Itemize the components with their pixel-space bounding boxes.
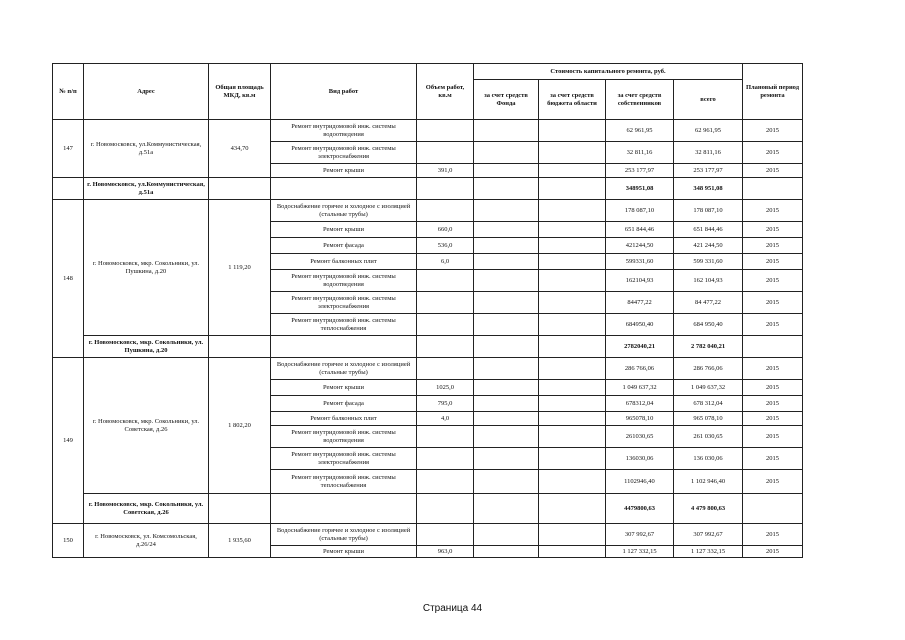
subtotal-period — [743, 494, 803, 524]
row-fund — [474, 426, 539, 448]
subtotal-period — [743, 178, 803, 200]
subtotal-total: 348 951,08 — [674, 178, 743, 200]
row-fund — [474, 448, 539, 470]
table-row — [53, 524, 803, 546]
subtotal-own: 348951,08 — [606, 178, 674, 200]
row-work: Водоснабжение горячее и холодное с изоляцией (стальные трубы) — [271, 524, 417, 546]
row-total: 599 331,60 — [674, 254, 743, 270]
row-period: 2015 — [743, 142, 803, 164]
row-own: 136030,06 — [606, 448, 674, 470]
row-total: 136 030,06 — [674, 448, 743, 470]
row-region — [539, 142, 606, 164]
row-num: 148 — [53, 200, 84, 358]
row-own: 684950,40 — [606, 314, 674, 336]
header-work: Вид работ — [271, 64, 417, 120]
table-row — [53, 200, 803, 222]
header-own: за счет средств собственников — [606, 80, 674, 120]
page-number: Страница 44 — [422, 603, 483, 614]
subtotal-work — [271, 494, 417, 524]
row-fund — [474, 524, 539, 546]
row-period: 2015 — [743, 396, 803, 412]
subtotal-area — [209, 494, 271, 524]
row-volume: 963,0 — [417, 546, 474, 558]
row-fund — [474, 470, 539, 494]
row-own: 253 177,97 — [606, 164, 674, 178]
subtotal-address: г. Новомосковск, ул.Коммунистическая, д.51а — [84, 178, 209, 200]
row-region — [539, 380, 606, 396]
row-fund — [474, 358, 539, 380]
row-work: Ремонт балконных плит — [271, 254, 417, 270]
capital-repair-table — [52, 63, 803, 558]
row-volume: 536,0 — [417, 238, 474, 254]
row-own: 84477,22 — [606, 292, 674, 314]
subtotal-period — [743, 336, 803, 358]
row-fund — [474, 238, 539, 254]
row-total: 253 177,97 — [674, 164, 743, 178]
row-volume — [417, 120, 474, 142]
header-total: всего — [674, 80, 743, 120]
row-region — [539, 238, 606, 254]
row-region — [539, 200, 606, 222]
row-total: 307 992,67 — [674, 524, 743, 546]
row-volume: 6,0 — [417, 254, 474, 270]
row-region — [539, 164, 606, 178]
row-work: Ремонт крыши — [271, 380, 417, 396]
row-region — [539, 426, 606, 448]
row-own: 32 811,16 — [606, 142, 674, 164]
row-volume — [417, 426, 474, 448]
row-address: г. Новомосковск, ул. Комсомольская, д.26/24 — [84, 524, 209, 558]
header-fund: за счет средств Фонда — [474, 80, 539, 120]
row-fund — [474, 380, 539, 396]
subtotal-total: 4 479 800,63 — [674, 494, 743, 524]
subtotal-own: 4479800,63 — [606, 494, 674, 524]
row-own: 678312,04 — [606, 396, 674, 412]
row-total: 1 102 946,40 — [674, 470, 743, 494]
subtotal-row — [53, 178, 803, 200]
subtotal-address: г. Новомосковск, мкр. Сокольники, ул. Советская, д.26 — [84, 494, 209, 524]
row-area: 434,70 — [209, 120, 271, 178]
row-total: 62 961,95 — [674, 120, 743, 142]
row-work: Ремонт внутридомовой инж. системы электроснабжения — [271, 142, 417, 164]
subtotal-region — [539, 336, 606, 358]
header-volume: Объем работ, кв.м — [417, 64, 474, 120]
header-num: № п/п — [53, 64, 84, 120]
row-total: 32 811,16 — [674, 142, 743, 164]
row-own: 965078,10 — [606, 412, 674, 426]
row-own: 1102946,40 — [606, 470, 674, 494]
row-fund — [474, 270, 539, 292]
row-own: 62 961,95 — [606, 120, 674, 142]
row-volume — [417, 292, 474, 314]
row-volume: 391,0 — [417, 164, 474, 178]
row-period: 2015 — [743, 426, 803, 448]
row-volume — [417, 142, 474, 164]
subtotal-address: г. Новомосковск, мкр. Сокольники, ул. Пушкина, д.20 — [84, 336, 209, 358]
row-region — [539, 314, 606, 336]
subtotal-volume — [417, 178, 474, 200]
subtotal-work — [271, 336, 417, 358]
row-fund — [474, 396, 539, 412]
subtotal-work — [271, 178, 417, 200]
table-row — [53, 358, 803, 380]
row-own: 286 766,06 — [606, 358, 674, 380]
row-period: 2015 — [743, 358, 803, 380]
row-fund — [474, 412, 539, 426]
table-body — [53, 120, 803, 558]
row-work: Ремонт внутридомовой инж. системы теплоснабжения — [271, 314, 417, 336]
row-period: 2015 — [743, 164, 803, 178]
row-volume — [417, 524, 474, 546]
row-total: 651 844,46 — [674, 222, 743, 238]
row-total: 261 030,65 — [674, 426, 743, 448]
row-fund — [474, 546, 539, 558]
row-fund — [474, 200, 539, 222]
row-work: Ремонт фасада — [271, 396, 417, 412]
row-area: 1 802,20 — [209, 358, 271, 494]
row-own: 1 049 637,32 — [606, 380, 674, 396]
row-total: 678 312,04 — [674, 396, 743, 412]
row-area: 1 119,20 — [209, 200, 271, 336]
row-work: Ремонт балконных плит — [271, 412, 417, 426]
row-total: 965 078,10 — [674, 412, 743, 426]
row-work: Ремонт крыши — [271, 164, 417, 178]
row-total: 684 950,40 — [674, 314, 743, 336]
row-own: 261030,65 — [606, 426, 674, 448]
table-row — [53, 120, 803, 142]
row-period: 2015 — [743, 292, 803, 314]
row-region — [539, 546, 606, 558]
row-fund — [474, 164, 539, 178]
row-region — [539, 222, 606, 238]
row-work: Водоснабжение горячее и холодное с изоляцией (стальные трубы) — [271, 200, 417, 222]
subtotal-volume — [417, 336, 474, 358]
row-period: 2015 — [743, 524, 803, 546]
row-total: 1 049 637,32 — [674, 380, 743, 396]
row-region — [539, 396, 606, 412]
subtotal-row — [53, 494, 803, 524]
row-region — [539, 412, 606, 426]
row-fund — [474, 142, 539, 164]
row-work: Ремонт внутридомовой инж. системы водоотведения — [271, 426, 417, 448]
row-work: Ремонт внутридомовой инж. системы электроснабжения — [271, 292, 417, 314]
row-period: 2015 — [743, 546, 803, 558]
row-own: 599331,60 — [606, 254, 674, 270]
table-header — [53, 64, 803, 120]
header-period: Плановый период ремонта — [743, 64, 803, 120]
subtotal-area — [209, 178, 271, 200]
row-work: Ремонт внутридомовой инж. системы водоотведения — [271, 270, 417, 292]
row-region — [539, 292, 606, 314]
row-total: 286 766,06 — [674, 358, 743, 380]
row-total: 1 127 332,15 — [674, 546, 743, 558]
subtotal-fund — [474, 178, 539, 200]
row-period: 2015 — [743, 380, 803, 396]
header-address: Адрес — [84, 64, 209, 120]
header-area: Общая площадь МКД, кв.м — [209, 64, 271, 120]
row-total: 178 087,10 — [674, 200, 743, 222]
row-own: 421244,50 — [606, 238, 674, 254]
row-volume: 1025,0 — [417, 380, 474, 396]
row-total: 162 104,93 — [674, 270, 743, 292]
row-volume — [417, 358, 474, 380]
row-region — [539, 358, 606, 380]
subtotal-fund — [474, 494, 539, 524]
row-period: 2015 — [743, 470, 803, 494]
row-period: 2015 — [743, 254, 803, 270]
row-work: Ремонт внутридомовой инж. системы водоотведения — [271, 120, 417, 142]
row-fund — [474, 120, 539, 142]
row-num: 150 — [53, 524, 84, 558]
row-work: Ремонт внутридомовой инж. системы теплоснабжения — [271, 470, 417, 494]
row-fund — [474, 314, 539, 336]
row-volume: 660,0 — [417, 222, 474, 238]
row-region — [539, 120, 606, 142]
row-area: 1 935,60 — [209, 524, 271, 558]
row-volume — [417, 314, 474, 336]
row-volume — [417, 470, 474, 494]
row-period: 2015 — [743, 238, 803, 254]
row-work: Ремонт фасада — [271, 238, 417, 254]
row-period: 2015 — [743, 120, 803, 142]
row-region — [539, 470, 606, 494]
row-volume — [417, 270, 474, 292]
row-own: 178 087,10 — [606, 200, 674, 222]
row-own: 1 127 332,15 — [606, 546, 674, 558]
row-work: Ремонт крыши — [271, 546, 417, 558]
subtotal-own: 2782040,21 — [606, 336, 674, 358]
row-volume: 795,0 — [417, 396, 474, 412]
row-own: 651 844,46 — [606, 222, 674, 238]
header-cost-group: Стоимость капитального ремонта, руб. — [474, 64, 743, 80]
row-fund — [474, 254, 539, 270]
row-address: г. Новомосковск, мкр. Сокольники, ул. Советская, д.26 — [84, 358, 209, 494]
subtotal-region — [539, 494, 606, 524]
row-region — [539, 524, 606, 546]
row-period: 2015 — [743, 200, 803, 222]
row-fund — [474, 222, 539, 238]
row-fund — [474, 292, 539, 314]
row-num: 147 — [53, 120, 84, 178]
row-period: 2015 — [743, 412, 803, 426]
subtotal-region — [539, 178, 606, 200]
subtotal-fund — [474, 336, 539, 358]
row-own: 307 992,67 — [606, 524, 674, 546]
subtotal-area — [209, 336, 271, 358]
row-address: г. Новомосковск, мкр. Сокольники, ул. Пушкина, д.20 — [84, 200, 209, 336]
row-work: Водоснабжение горячее и холодное с изоляцией (стальные трубы) — [271, 358, 417, 380]
subtotal-total: 2 782 040,21 — [674, 336, 743, 358]
row-total: 421 244,50 — [674, 238, 743, 254]
row-period: 2015 — [743, 448, 803, 470]
subtotal-volume — [417, 494, 474, 524]
row-period: 2015 — [743, 314, 803, 336]
row-volume — [417, 200, 474, 222]
row-period: 2015 — [743, 270, 803, 292]
row-region — [539, 270, 606, 292]
row-period: 2015 — [743, 222, 803, 238]
row-work: Ремонт крыши — [271, 222, 417, 238]
row-volume — [417, 448, 474, 470]
row-region — [539, 254, 606, 270]
row-total: 84 477,22 — [674, 292, 743, 314]
row-num: 149 — [53, 358, 84, 524]
row-work: Ремонт внутридомовой инж. системы электроснабжения — [271, 448, 417, 470]
row-own: 162104,93 — [606, 270, 674, 292]
row-address: г. Новомосковск, ул.Коммунистическая, д.51а — [84, 120, 209, 178]
header-region: за счет средств бюджета области — [539, 80, 606, 120]
row-volume: 4,0 — [417, 412, 474, 426]
subtotal-num — [53, 178, 84, 200]
subtotal-row — [53, 336, 803, 358]
row-region — [539, 448, 606, 470]
